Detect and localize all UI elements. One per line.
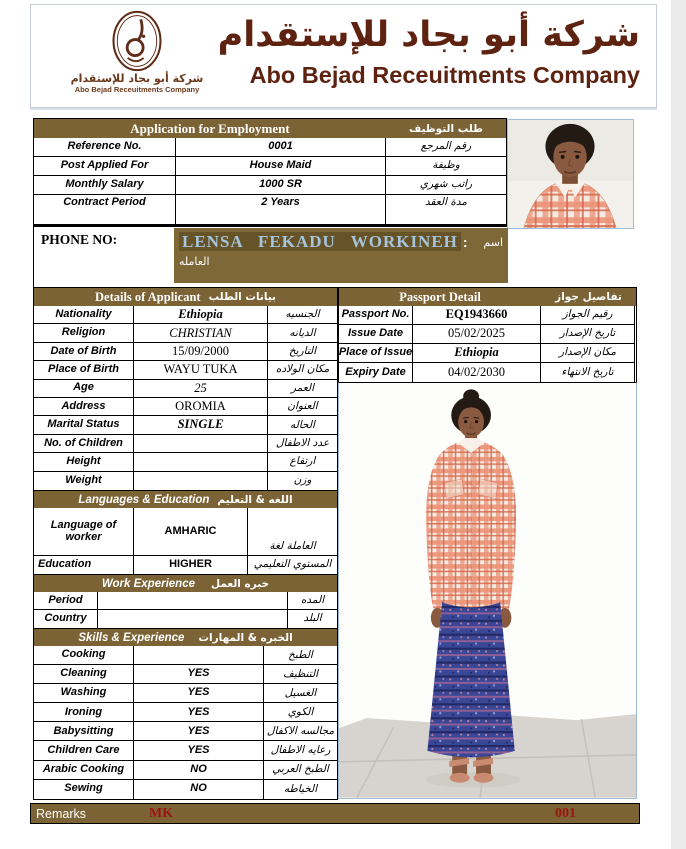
details-row	[34, 472, 337, 490]
row-label-arabic: العنوان	[287, 400, 318, 413]
row-label: Place of Birth	[34, 361, 134, 378]
row-label: Cleaning	[34, 665, 134, 683]
row-label: Country	[34, 610, 98, 628]
remarks-bar	[30, 803, 640, 824]
row-label-arabic: العاملة لغة	[269, 539, 316, 552]
row-value: 1000 SR	[176, 176, 386, 194]
passport-row	[339, 344, 634, 363]
skills-title-en: Skills & Experience	[78, 631, 185, 644]
work-row	[34, 592, 337, 610]
row-label: Washing	[34, 684, 134, 702]
row-label-arabic: ارتفاع	[289, 455, 316, 468]
logo-arabic-text: شركة أبو بجاد للإستقدام	[70, 72, 204, 85]
company-title-arabic: شركة أبو بجاد للإستقدام	[217, 15, 640, 55]
company-logo-icon	[108, 10, 166, 72]
worker-name-box	[174, 228, 508, 283]
passport-table	[338, 306, 637, 383]
application-row	[34, 195, 506, 225]
languages-section-header	[33, 490, 338, 508]
row-value: AMHARIC	[134, 508, 248, 555]
details-row	[34, 398, 337, 416]
row-label: Post Applied For	[34, 157, 176, 175]
row-value: CHRISTIAN	[134, 324, 268, 341]
row-value: YES	[134, 722, 264, 740]
row-label-arabic: الطبخ العربي	[272, 763, 329, 776]
row-label-arabic: تاريخ الانتهاء	[561, 365, 614, 378]
row-label: No. of Children	[34, 435, 134, 452]
languages-table	[33, 508, 338, 575]
row-label-arabic: رقم المرجع	[420, 140, 472, 153]
application-row	[34, 138, 506, 157]
row-value: YES	[134, 703, 264, 721]
row-value: YES	[134, 684, 264, 702]
row-value: Ethiopia	[413, 344, 541, 362]
row-value	[134, 472, 268, 490]
row-label: Contract Period	[34, 195, 176, 225]
row-label-arabic: الطبخ	[288, 648, 313, 661]
row-label: Expiry Date	[339, 363, 413, 382]
skill-row	[34, 684, 337, 703]
passport-section-header	[338, 287, 637, 306]
row-label: Marital Status	[34, 416, 134, 433]
row-label: Children Care	[34, 741, 134, 759]
row-value	[98, 610, 288, 628]
row-value: 04/02/2030	[413, 363, 541, 382]
row-value: 25	[134, 380, 268, 397]
details-section-header	[33, 287, 338, 306]
passport-title-en: Passport Detail	[399, 289, 481, 304]
worker-name-colon: :	[462, 234, 468, 250]
details-row	[34, 435, 337, 453]
row-label-arabic: رقيم الجواز	[562, 308, 613, 321]
row-label: Language of worker	[34, 508, 134, 555]
row-label: Place of Issue	[339, 344, 413, 362]
row-value: OROMIA	[134, 398, 268, 415]
row-label: Monthly Salary	[34, 176, 176, 194]
application-title-ar: طلب التوظيف	[408, 122, 484, 135]
row-label-arabic: التنظيف	[282, 667, 319, 680]
remarks-code: MK	[149, 806, 174, 821]
row-value: YES	[134, 741, 264, 759]
application-table	[33, 138, 507, 227]
work-row	[34, 610, 337, 628]
row-label-arabic: العمر	[290, 381, 315, 394]
row-label-arabic: الجنسيه	[285, 308, 320, 321]
row-label: Reference No.	[34, 138, 176, 156]
details-row	[34, 380, 337, 398]
row-label: Weight	[34, 472, 134, 490]
passport-row	[339, 363, 634, 382]
row-label: Ironing	[34, 703, 134, 721]
phone-section	[33, 227, 507, 287]
worker-name: LENSA FEKADU WORKINEH	[179, 232, 461, 251]
remarks-label: Remarks	[36, 807, 87, 821]
row-value: NO	[134, 761, 264, 779]
row-label-arabic: المستوي التعليمي	[253, 558, 332, 571]
row-label-arabic: وزن	[293, 474, 312, 487]
row-value: NO	[134, 780, 264, 799]
row-label-arabic: مجالسه الاكفال	[266, 724, 335, 737]
row-label: Passport No.	[339, 306, 413, 324]
application-title-en: Application for Employment	[130, 120, 290, 136]
row-value: SINGLE	[134, 416, 268, 433]
row-label-arabic: راتب شهري	[419, 178, 473, 191]
application-row	[34, 157, 506, 176]
row-value: 05/02/2025	[413, 325, 541, 343]
row-label: Issue Date	[339, 325, 413, 343]
work-table	[33, 592, 338, 629]
row-label-arabic: الديانه	[289, 326, 316, 339]
row-label: Period	[34, 592, 98, 609]
details-row	[34, 416, 337, 434]
skill-row	[34, 780, 337, 799]
row-label: Nationality	[34, 306, 134, 323]
row-label-arabic: رعايه الاطفال	[270, 744, 331, 756]
row-label-arabic: تاريخ الإصدار	[559, 327, 616, 340]
worker-name-label-arabic-1: اسم	[483, 235, 503, 249]
skill-row	[34, 703, 337, 722]
row-label-arabic: الخياطه	[283, 782, 318, 795]
company-header	[30, 4, 657, 108]
details-row	[34, 343, 337, 361]
row-label: Education	[34, 556, 134, 574]
row-label: Address	[34, 398, 134, 415]
work-title-en: Work Experience	[101, 577, 195, 590]
work-section-header	[33, 574, 338, 592]
skills-table	[33, 646, 338, 800]
passport-photo-image	[508, 120, 633, 228]
skill-row	[34, 761, 337, 780]
skill-row	[34, 646, 337, 665]
row-value: EQ1943660	[413, 306, 541, 324]
row-label-arabic: الحاله	[290, 418, 315, 431]
full-body-photo	[338, 382, 637, 799]
passport-row	[339, 325, 634, 344]
application-row	[34, 176, 506, 195]
row-value: Ethiopia	[134, 306, 268, 323]
row-value: 2 Years	[176, 195, 386, 225]
row-label: Cooking	[34, 646, 134, 664]
row-value	[98, 592, 288, 609]
details-title-en: Details of Applicant	[95, 289, 201, 304]
row-value: WAYU TUKA	[134, 361, 268, 378]
details-row	[34, 324, 337, 342]
full-body-photo-image	[339, 383, 636, 798]
row-value: YES	[134, 665, 264, 683]
worker-name-label-arabic-2: العامله	[179, 255, 210, 268]
languages-title-ar: اللغه & التعليم	[217, 493, 293, 506]
details-table	[33, 306, 338, 491]
page-edge-strip	[671, 0, 686, 849]
row-label-arabic: التاريخ	[288, 344, 317, 357]
row-label: Date of Birth	[34, 343, 134, 360]
company-title-english: Abo Bejad Receuitments Company	[249, 62, 640, 88]
passport-photo	[507, 119, 634, 229]
row-value	[134, 453, 268, 470]
skills-section-header	[33, 628, 338, 646]
row-label-arabic: عدد الاطفال	[275, 436, 330, 449]
row-label: Arabic Cooking	[34, 761, 134, 779]
row-label: Height	[34, 453, 134, 470]
application-section-header	[33, 118, 507, 138]
languages-title-en: Languages & Education	[78, 493, 210, 506]
language-row	[34, 508, 337, 556]
details-row	[34, 361, 337, 379]
skill-row	[34, 741, 337, 760]
row-value: House Maid	[176, 157, 386, 175]
row-label-arabic: الكوي	[287, 705, 314, 718]
row-label: Sewing	[34, 780, 134, 799]
row-value: 0001	[176, 138, 386, 156]
row-label-arabic: مكان الإصدار	[559, 346, 616, 359]
passport-title-ar: تفاصيل جواز	[555, 291, 622, 303]
logo-english-text: Abo Bejad Receuitments Company	[74, 85, 200, 94]
row-label: Babysitting	[34, 722, 134, 740]
remarks-number: 001	[555, 806, 576, 821]
row-label-arabic: الغسيل	[284, 686, 317, 699]
phone-label: PHONE NO:	[41, 232, 118, 247]
row-value: 15/09/2000	[134, 343, 268, 360]
work-title-ar: خبره العمل	[210, 577, 270, 590]
row-label-arabic: البلد	[303, 612, 322, 625]
skill-row	[34, 722, 337, 741]
row-value	[134, 435, 268, 452]
details-row	[34, 306, 337, 324]
row-value	[134, 646, 264, 664]
company-title	[170, 11, 640, 91]
skills-title-ar: الخبره & المهارات	[198, 631, 293, 644]
row-value: HIGHER	[134, 556, 248, 574]
row-label: Religion	[34, 324, 134, 341]
row-label-arabic: المده	[300, 593, 325, 606]
row-label-arabic: مكان الولاده	[275, 363, 330, 376]
skill-row	[34, 665, 337, 684]
details-title-ar: بيانات الطلب	[208, 291, 276, 303]
row-label-arabic: وظيفة	[432, 159, 460, 172]
education-row	[34, 556, 337, 574]
passport-row	[339, 306, 634, 325]
row-label: Age	[34, 380, 134, 397]
details-row	[34, 453, 337, 471]
row-label-arabic: مدة العقد	[425, 196, 467, 208]
